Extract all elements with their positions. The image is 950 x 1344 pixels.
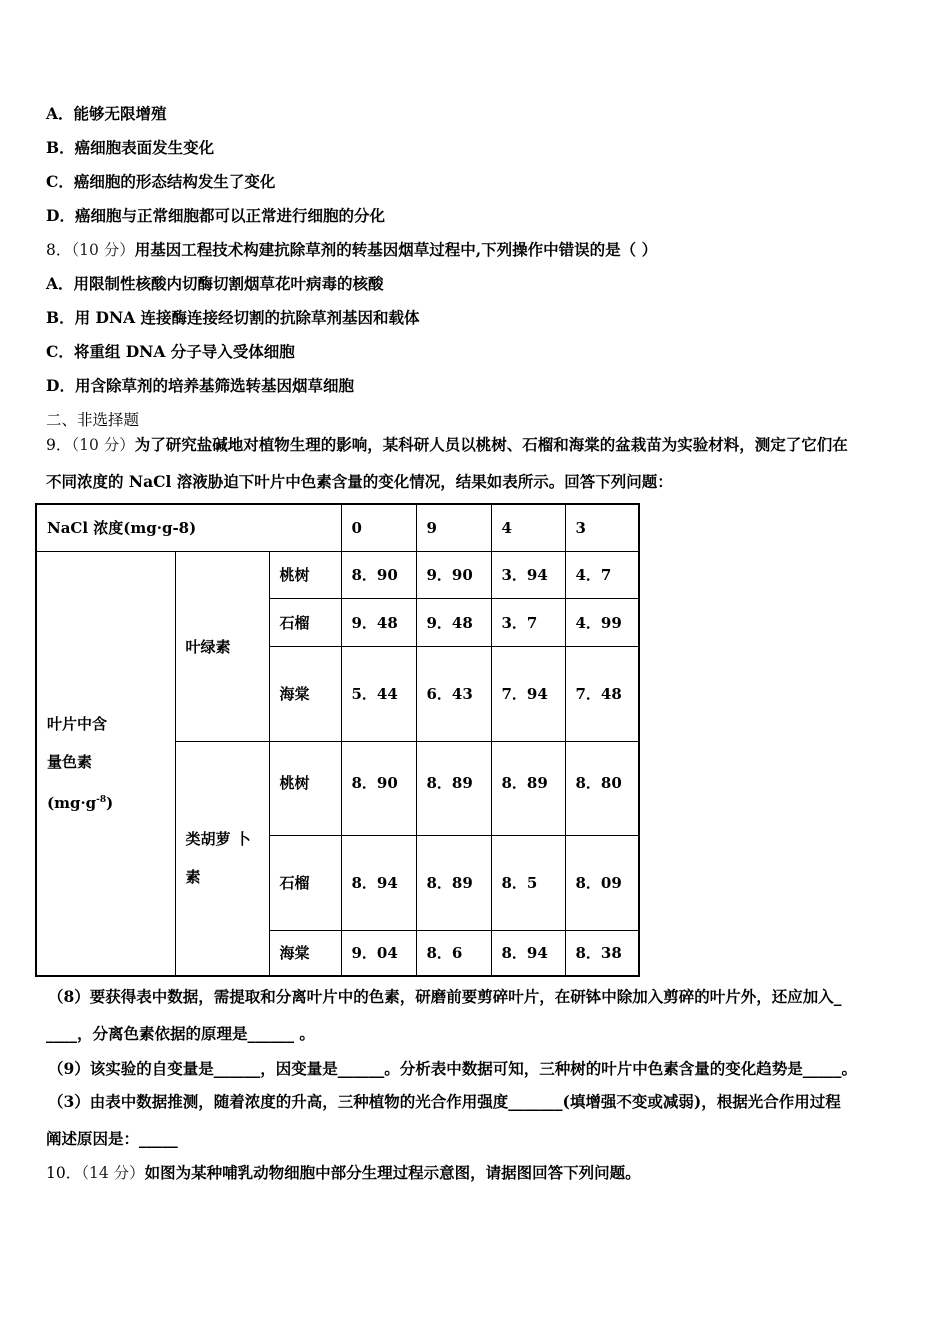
q9-score: （10 分） [71,436,135,454]
table-header-row [36,504,639,551]
pigment-content-label-line2: 量色素 [47,752,93,771]
pigment-content-label-line1: 叶片中含 [47,714,108,733]
value-cell: 3．7 [491,598,565,646]
q9-sub1-line2: ____，分离色素依据的原理是______ 。 [46,1024,315,1043]
value-cell: 8．89 [491,741,565,835]
pigment-data-table [35,503,640,977]
plant-name-cell: 石榴 [269,835,341,930]
value-cell: 8．90 [341,741,416,835]
plant-name-cell: 海棠 [269,930,341,976]
q7-option-d: D．癌细胞与正常细胞都可以正常进行细胞的分化 [46,206,385,225]
value-cell: 8．94 [491,930,565,976]
value-cell: 5．44 [341,646,416,741]
pigment-content-unit: $(mg\cdot g^{-8})$ [47,793,114,812]
q10-number: 10． [46,1164,82,1182]
value-cell: 4．99 [565,598,639,646]
value-cell: 8．89 [416,741,491,835]
q9-sub3-line1: （3）由表中数据推测，随着浓度的升高，三种植物的光合作用强度_______(填增强不变或减弱)，根据光合作用过程 [48,1092,841,1111]
value-cell: 8．80 [565,741,639,835]
value-cell: 8．38 [565,930,639,976]
carotenoid-label: 类胡萝 卜 素 [175,741,269,976]
plant-name-cell: 桃树 [269,551,341,598]
q9-sub3-line2: 阐述原因是：_____ [46,1129,178,1148]
nacl-concentration-header: NaCl 浓度(mg·g-8) [36,504,341,551]
q7-option-b: B．癌细胞表面发生变化 [46,138,215,157]
concentration-cell: 9 [416,504,491,551]
value-cell: 9．04 [341,930,416,976]
plant-name-cell: 海棠 [269,646,341,741]
q8-option-d: D．用含除草剂的培养基筛选转基因烟草细胞 [46,376,354,395]
q8-option-b: B．用 DNA 连接酶连接经切割的抗除草剂基因和载体 [46,308,420,327]
q9-sub1-line1: （8）要获得表中数据，需提取和分离叶片中的色素，研磨前要剪碎叶片，在研钵中除加入剪碎的叶片外，还应加入_ [48,987,842,1006]
q9-sub2: （9）该实验的自变量是______，因变量是______。分析表中数据可知，三种树的叶片中色素含量的变化趋势是_____。 [48,1059,858,1078]
q7-option-a: A．能够无限增殖 [46,104,167,123]
concentration-cell: 3 [565,504,639,551]
q10-stem-text: 如图为某种哺乳动物细胞中部分生理过程示意图，请据图回答下列问题。 [144,1163,641,1182]
value-cell: 6．43 [416,646,491,741]
value-cell: 8．89 [416,835,491,930]
q9-number: 9． [46,436,72,454]
q8-score: （10 分） [71,241,135,259]
value-cell: 8．09 [565,835,639,930]
value-cell: 8．94 [341,835,416,930]
q9-stem-line1 [46,433,848,455]
q8-option-c: C．将重组 DNA 分子导入受体细胞 [46,342,295,361]
value-cell: 9．90 [416,551,491,598]
concentration-cell: 4 [491,504,565,551]
q8-stem-text: 用基因工程技术构建抗除草剂的转基因烟草过程中,下列操作中错误的是（ ） [134,240,658,259]
value-cell: 8．5 [491,835,565,930]
value-cell: 8．6 [416,930,491,976]
pigment-content-label [36,551,175,976]
value-cell: 9．48 [341,598,416,646]
q9-stem-line2: 不同浓度的 NaCl 溶液胁迫下叶片中色素含量的变化情况，结果如表所示。回答下列问题： [46,472,673,491]
value-cell: 7．48 [565,646,639,741]
q8-number: 8． [46,241,72,259]
table-row [36,551,639,598]
concentration-cell: 0 [341,504,416,551]
q8-option-a: A．用限制性核酸内切酶切割烟草花叶病毒的核酸 [46,274,384,293]
value-cell: 3．94 [491,551,565,598]
q10-score: （14 分） [81,1164,145,1182]
value-cell: 9．48 [416,598,491,646]
q10-stem [46,1161,641,1183]
q7-option-c: C．癌细胞的形态结构发生了变化 [46,172,276,191]
value-cell: 4．7 [565,551,639,598]
q9-stem-text-1: 为了研究盐碱地对植物生理的影响，某科研人员以桃树、石榴和海棠的盆栽苗为实验材料，测定了它们在 [134,435,848,454]
plant-name-cell: 桃树 [269,741,341,835]
q8-stem [46,238,657,260]
plant-name-cell: 石榴 [269,598,341,646]
value-cell: 8．90 [341,551,416,598]
chlorophyll-label: 叶绿素 [175,551,269,741]
section-title: 二、非选择题 [46,411,140,429]
value-cell: 7．94 [491,646,565,741]
